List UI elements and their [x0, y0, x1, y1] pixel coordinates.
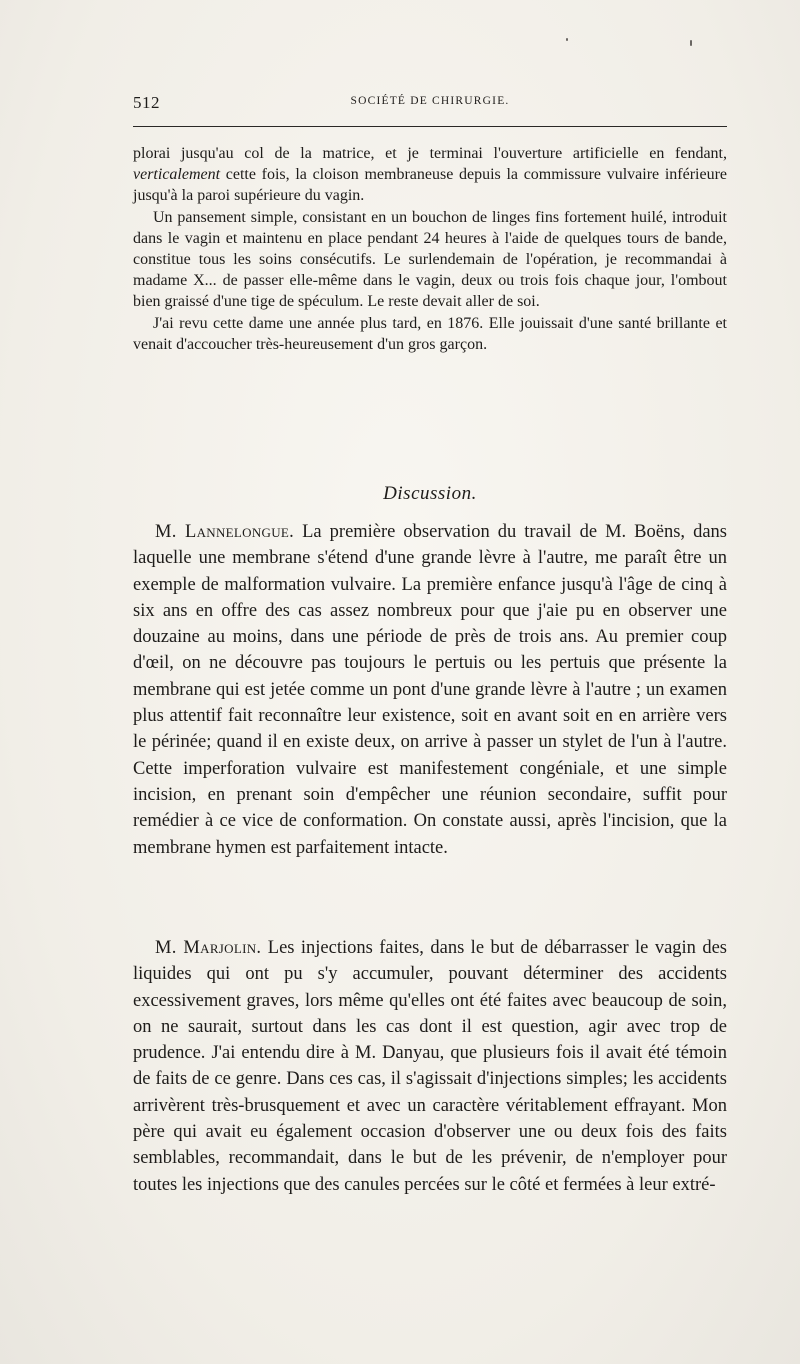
emphasis-verticalement: verticalement [133, 166, 221, 184]
paragraph-text: La première observation du travail de M. Boëns, dans laquelle une membrane s'étend d'une grande lèvre à l'autre, me paraît être un exemple de malformation vulvaire. La première enfance jusqu'à l'âge de cinq à six ans en offre des cas assez nombreux pour que j'aie pu en observer une douzaine au moins, dans une période de près de trois ans. Au premier coup d'œil, on ne découvre pas toujours le pertuis ou les pertuis que présente la membrane qui est jetée comme un pont d'une grande lèvre à l'autre ; un examen plus attentif fait reconnaître leur existence, soit en avant soit en en arrière vers le périnée; quand il en existe deux, on arrive à passer un stylet de l'un à l'autre. Cette imperforation vulvaire est manifestement congéniale, et une simple incision, en prenant soin d'empêcher une réunion secondaire, suffit pour remédier à ce vice de conformation. On constate aussi, après l'incision, que la membrane hymen est parfaitement intacte. [133, 522, 727, 858]
speaker-name: M. Lannelongue. [155, 522, 295, 542]
paragraph-text: Les injections faites, dans le but de débarrasser le vagin des liquides qui ont pu s'y accumuler, pouvant déterminer des accidents excessivement graves, lors même qu'elles ont été faites avec beaucoup de soin, on ne saurait, surtout dans les cas dont il est question, agir avec trop de prudence. J'ai entendu dire à M. Danyau, que plusieurs fois il avait été témoin de faits de ce genre. Dans ces cas, il s'agissait d'injections simples; les accidents arrivèrent très-brusquement et avec un caractère véritablement effrayant. Mon père qui avait eu également occasion d'observer une ou deux fois des faits semblables, recommandait, dans le but de les prévenir, de n'employer pour toutes les injections que des canules percées sur le côté et fermées à leur extré- [133, 938, 728, 1195]
paragraph-marjolin [133, 935, 727, 1198]
paragraph-text: cette fois, la cloison membraneuse depuis la commissure vulvaire inférieure jusqu'à la paroi supérieure du vagin. [133, 166, 727, 205]
paragraph-text: plorai jusqu'au col de la matrice, et je terminai l'ouverture artificielle en fendant, [133, 145, 727, 162]
paragraph-dressing: Un pansement simple, consistant en un bouchon de linges fins fortement huilé, introduit dans le vagin et maintenu en place pendant 24 heures à l'aide de quelques tours de bande, constitue tous les soins consécutifs. Le surlendemain de l'opération, je recommandai à madame X... de passer elle-même dans le vagin, deux ou trois fois chaque jour, l'ombout bien graissé d'une tige de spéculum. Le reste devait aller de soi. [133, 208, 727, 311]
section-heading-discussion: Discussion. [383, 483, 477, 504]
running-title: SOCIÉTÉ DE CHIRURGIE. [350, 95, 510, 107]
page-number: 512 [133, 93, 160, 112]
print-speck [566, 38, 568, 41]
paragraph-follow-up: J'ai revu cette dame une année plus tard, en 1876. Elle jouissait d'une santé brillante et venait d'accoucher très-heureusement d'un gros garçon. [133, 314, 727, 353]
speaker-name: M. Marjolin. [155, 938, 262, 958]
print-speck [690, 40, 692, 46]
discussion-block-lannelongue [133, 519, 727, 861]
discussion-block-marjolin [133, 935, 727, 1198]
case-report-block [133, 143, 727, 355]
paragraph-continuation [133, 143, 727, 207]
paragraph-lannelongue [133, 519, 727, 861]
page-header [133, 93, 727, 117]
header-rule [133, 126, 727, 127]
